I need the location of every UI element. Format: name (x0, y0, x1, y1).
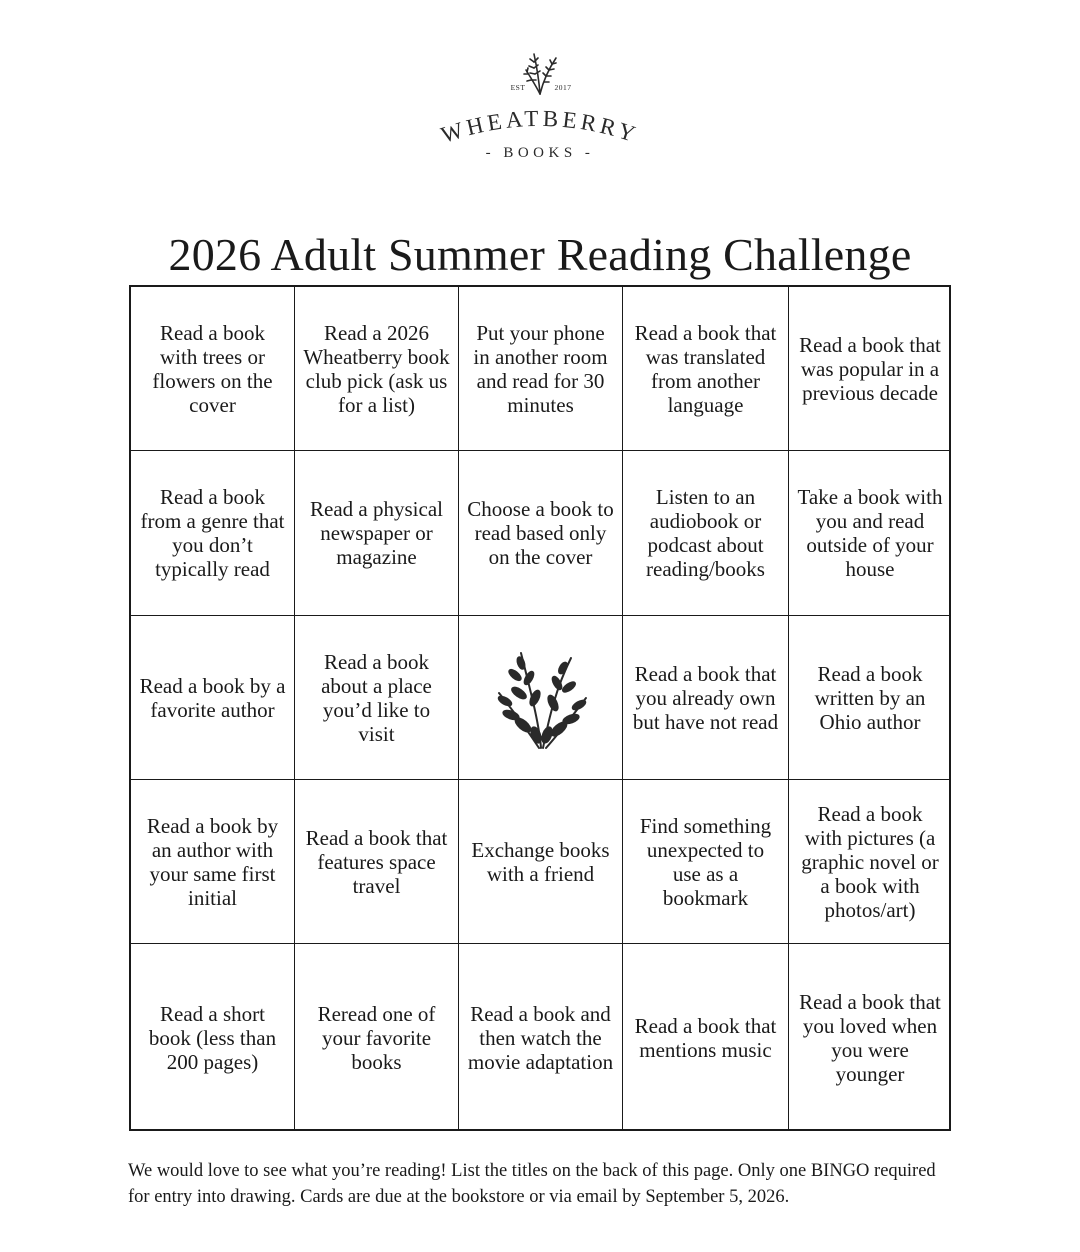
bingo-cell-text: Read a book with trees or flowers on the cover (152, 320, 273, 417)
bingo-cell (295, 944, 459, 1131)
bingo-cell-text: Read a book that you already own but have not read (632, 661, 779, 734)
bingo-cell-text: Read a book and then watch the movie adaptation (467, 1001, 614, 1074)
bingo-cell-text: Read a book written by an Ohio author (814, 661, 926, 734)
bingo-cell (131, 616, 295, 780)
bingo-cell-text: Read a 2026 Wheatberry book club pick (ask us for a list) (303, 320, 450, 417)
bingo-cell (459, 780, 623, 944)
bingo-cell-text: Take a book with you and read outside of your house (797, 485, 943, 581)
bingo-cell (789, 780, 951, 944)
page-title: 2026 Adult Summer Reading Challenge (168, 229, 912, 280)
bingo-cell-text: Read a short book (less than 200 pages) (148, 1001, 277, 1074)
bingo-cell (623, 780, 789, 944)
bingo-cell (295, 780, 459, 944)
wheatberry-books-logo (400, 40, 680, 170)
bingo-cell-text: Read a book from a genre that you don’t typically read (140, 485, 285, 581)
bingo-cell (623, 451, 789, 616)
bingo-grid (129, 285, 951, 1131)
bingo-cell (295, 287, 459, 451)
logo-name: WHEATBERRY (437, 105, 643, 148)
bingo-cell (623, 944, 789, 1131)
bingo-cell-text: Read a physical newspaper or magazine (310, 497, 443, 569)
bingo-cell (131, 451, 295, 616)
bingo-cell (789, 944, 951, 1131)
bingo-cell-text: Read a book that was translated from another language (634, 320, 777, 417)
bingo-cell (131, 780, 295, 944)
bingo-cell-text: Choose a book to read based only on the cover (467, 497, 614, 569)
free-space-cell (459, 616, 623, 780)
bingo-cell (295, 451, 459, 616)
bingo-cell-text: Read a book that features space travel (305, 825, 448, 898)
bingo-cell-text: Read a book about a place you’d like to visit (321, 649, 432, 746)
bingo-cell-text: Reread one of your favorite books (317, 1001, 436, 1074)
bingo-cell-text: Read a book that mentions music (634, 1013, 777, 1062)
logo-subtitle: - BOOKS - (485, 145, 595, 161)
logo-est-right: 2017 (554, 83, 572, 92)
bingo-cell (459, 451, 623, 616)
bingo-cell-text: Read a book that you loved when you were younger (799, 989, 941, 1086)
bingo-cell (623, 616, 789, 780)
bingo-cell-text: Exchange books with a friend (471, 837, 610, 886)
bingo-cell (131, 287, 295, 451)
bingo-cell-text: Read a book by an author with your same first initial (146, 813, 279, 910)
bingo-cell (131, 944, 295, 1131)
logo-est-left: EST (510, 83, 526, 92)
bingo-cell (789, 616, 951, 780)
bingo-cell (459, 287, 623, 451)
bingo-cell (295, 616, 459, 780)
bingo-cell-text: Read a book that was popular in a previous decade (799, 332, 941, 405)
bingo-cell-text: Put your phone in another room and read for 30 minutes (473, 320, 608, 417)
bingo-cell (459, 944, 623, 1131)
wheat-sprig-icon (524, 54, 556, 94)
footer-instructions: We would love to see what you’re reading! List the titles on the back of this page. Only one BINGO required for entry into drawing. Cards are due at the bookstore or via email by September 5, 2026. (128, 1161, 936, 1207)
bingo-cell (789, 451, 951, 616)
bingo-cell-text: Read a book with pictures (a graphic novel or a book with photos/art) (801, 801, 939, 922)
bingo-cell-text: Listen to an audiobook or podcast about reading/books (646, 485, 765, 581)
bingo-cell-text: Find something unexpected to use as a bookmark (639, 813, 772, 910)
bingo-cell (789, 287, 951, 451)
wheat-bouquet-icon (491, 643, 591, 753)
bingo-cell-text: Read a book by a favorite author (139, 673, 286, 722)
bingo-cell (623, 287, 789, 451)
